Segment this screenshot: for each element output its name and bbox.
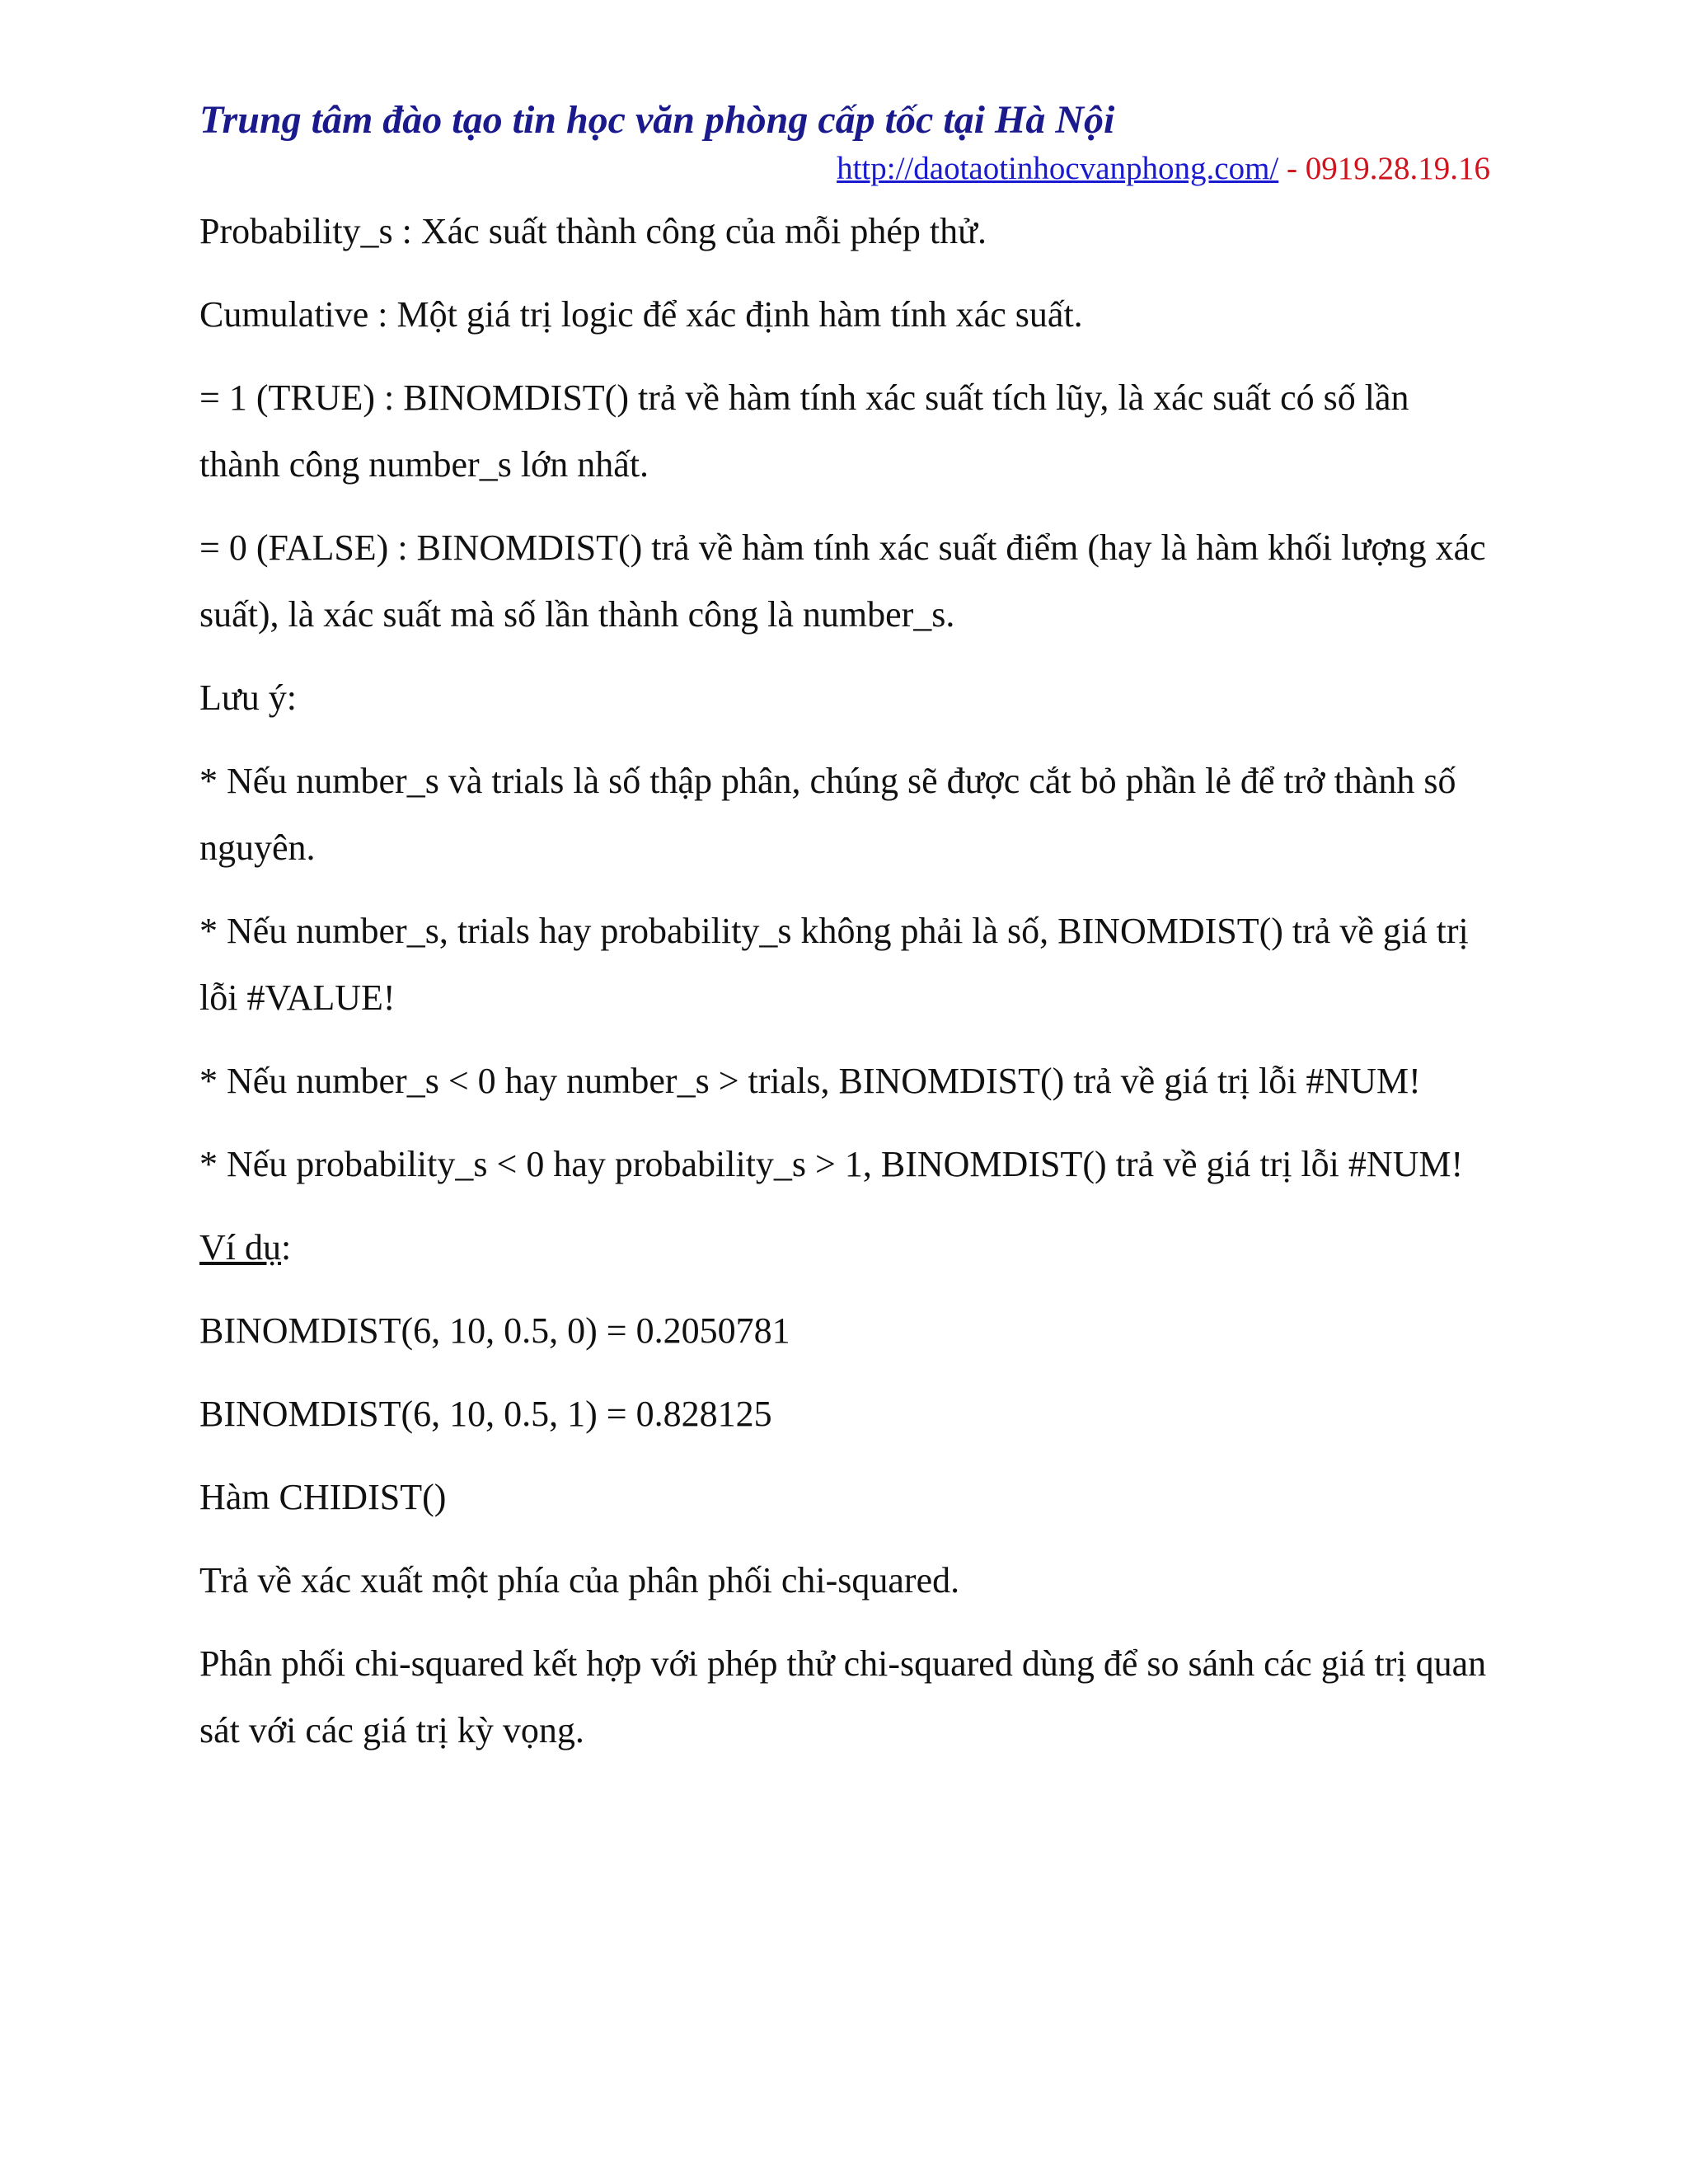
note-item-decimal: * Nếu number_s và trials là số thập phân, chúng sẽ được cắt bỏ phần lẻ để trở thành số nguyên. [199,761,1456,868]
note-label: Lưu ý: [199,677,297,718]
header-contact [837,150,1490,187]
chidist-explanation: Phân phối chi-squared kết hợp với phép thử chi-squared dùng để so sánh các giá trị quan sát với các giá trị kỳ vọng. [199,1643,1487,1750]
example-heading [199,1214,1493,1281]
phone-number: 0919.28.19.16 [1305,151,1490,186]
note-item-num-error-trials: * Nếu number_s < 0 hay number_s > trials, BINOMDIST() trả về giá trị lỗi #NUM! [199,1061,1421,1101]
header-title: Trung tâm đào tạo tin học văn phòng cấp tốc tại Hà Nội [199,98,1115,142]
note-item-num-error-probability: * Nếu probability_s < 0 hay probability_s > 1, BINOMDIST() trả về giá trị lỗi #NUM! [199,1144,1464,1184]
header-separator: - [1278,151,1306,186]
paragraph-probability-s: Probability_s : Xác suất thành công của mỗi phép thử. [199,211,987,251]
example-line: BINOMDIST(6, 10, 0.5, 0) = 0.2050781 [199,1310,790,1351]
document-body [199,198,1493,1780]
website-link[interactable]: http://daotaotinhocvanphong.com/ [837,151,1279,186]
paragraph-cumulative: Cumulative : Một giá trị logic để xác định hàm tính xác suất. [199,294,1083,335]
example-line: BINOMDIST(6, 10, 0.5, 1) = 0.828125 [199,1394,772,1434]
example-label: Ví dụ [199,1227,281,1268]
note-item-value-error: * Nếu number_s, trials hay probability_s không phải là số, BINOMDIST() trả về giá trị lỗi #VALUE! [199,911,1469,1018]
paragraph-false: = 0 (FALSE) : BINOMDIST() trả về hàm tính xác suất điểm (hay là hàm khối lượng xác suất), là xác suất mà số lần thành công là number_s. [199,527,1486,635]
chidist-description: Trả về xác xuất một phía của phân phối chi-squared. [199,1560,960,1601]
chidist-heading: Hàm CHIDIST() [199,1477,447,1517]
paragraph-true: = 1 (TRUE) : BINOMDIST() trả về hàm tính xác suất tích lũy, là xác suất có số lần thành công number_s lớn nhất. [199,377,1409,485]
example-colon: : [281,1227,292,1268]
